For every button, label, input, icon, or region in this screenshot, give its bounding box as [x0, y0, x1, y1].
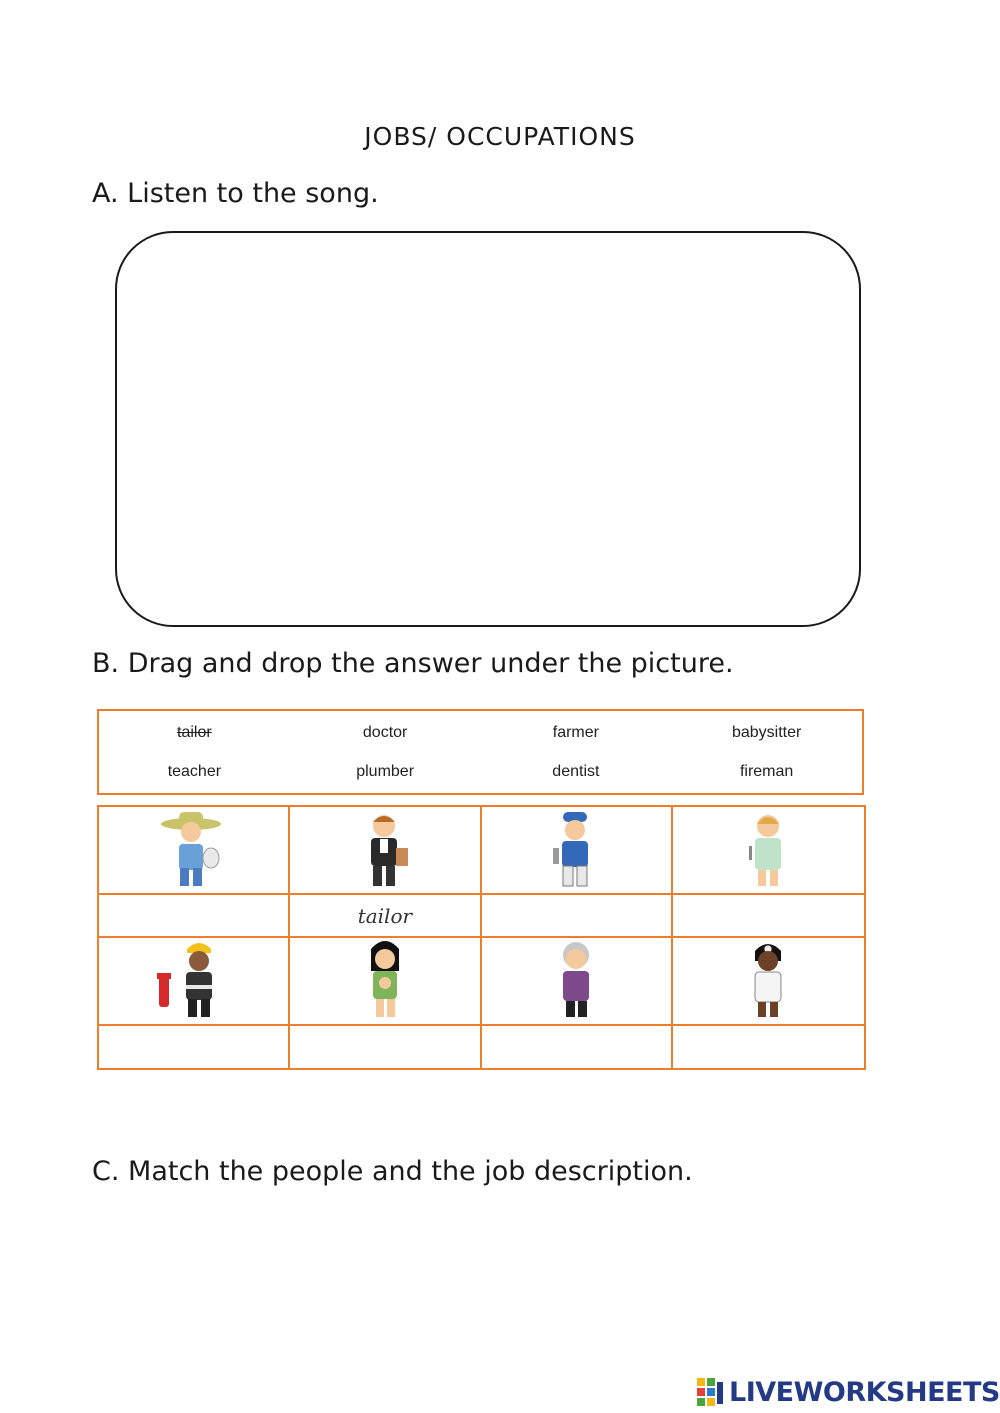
logo-text: LIVEWORKSHEETS: [729, 1376, 1000, 1408]
word-babysitter[interactable]: babysitter: [731, 723, 802, 741]
answer-drop-5[interactable]: [99, 1026, 290, 1068]
answer-drop-2[interactable]: [290, 895, 481, 938]
answer-drop-4[interactable]: [673, 895, 864, 938]
audio-player-box[interactable]: [115, 231, 861, 627]
word-plumber[interactable]: plumber: [356, 762, 415, 780]
word-doctor[interactable]: doctor: [362, 723, 408, 741]
farmer-figure-icon: [149, 808, 239, 892]
plumber-figure-icon: [531, 808, 621, 892]
answer-drop-1[interactable]: [99, 895, 290, 938]
word-teacher[interactable]: teacher: [167, 762, 222, 780]
word-fireman[interactable]: fireman: [739, 762, 794, 780]
picture-cell-8: [673, 938, 864, 1026]
answer-text-2: tailor: [357, 903, 413, 928]
word-bank: [97, 709, 864, 795]
dentist-figure-icon: [723, 808, 813, 892]
liveworksheets-logo-icon: [697, 1378, 725, 1406]
tailor-figure-icon: [340, 808, 430, 892]
picture-cell-1: [99, 807, 290, 895]
word-dentist[interactable]: dentist: [552, 762, 600, 780]
doctor-figure-icon: [723, 939, 813, 1023]
picture-answer-grid: [97, 805, 866, 1070]
teacher-figure-icon: [531, 939, 621, 1023]
section-c-heading: C. Match the people and the job description.: [92, 1156, 693, 1187]
word-tailor[interactable]: tailor: [177, 723, 212, 741]
word-farmer[interactable]: farmer: [552, 723, 599, 741]
section-a-heading: A. Listen to the song.: [92, 178, 379, 209]
fireman-figure-icon: [149, 939, 239, 1023]
picture-cell-4: [673, 807, 864, 895]
answer-drop-3[interactable]: [482, 895, 673, 938]
answer-drop-6[interactable]: [290, 1026, 481, 1068]
picture-cell-2: [290, 807, 481, 895]
page-title: JOBS/ OCCUPATIONS: [364, 122, 636, 151]
picture-cell-5: [99, 938, 290, 1026]
answer-drop-8[interactable]: [673, 1026, 864, 1068]
picture-cell-7: [482, 938, 673, 1026]
babysitter-figure-icon: [340, 939, 430, 1023]
liveworksheets-logo: [697, 1376, 1000, 1408]
picture-cell-3: [482, 807, 673, 895]
section-b-heading: B. Drag and drop the answer under the picture.: [92, 648, 734, 679]
picture-cell-6: [290, 938, 481, 1026]
answer-drop-7[interactable]: [482, 1026, 673, 1068]
